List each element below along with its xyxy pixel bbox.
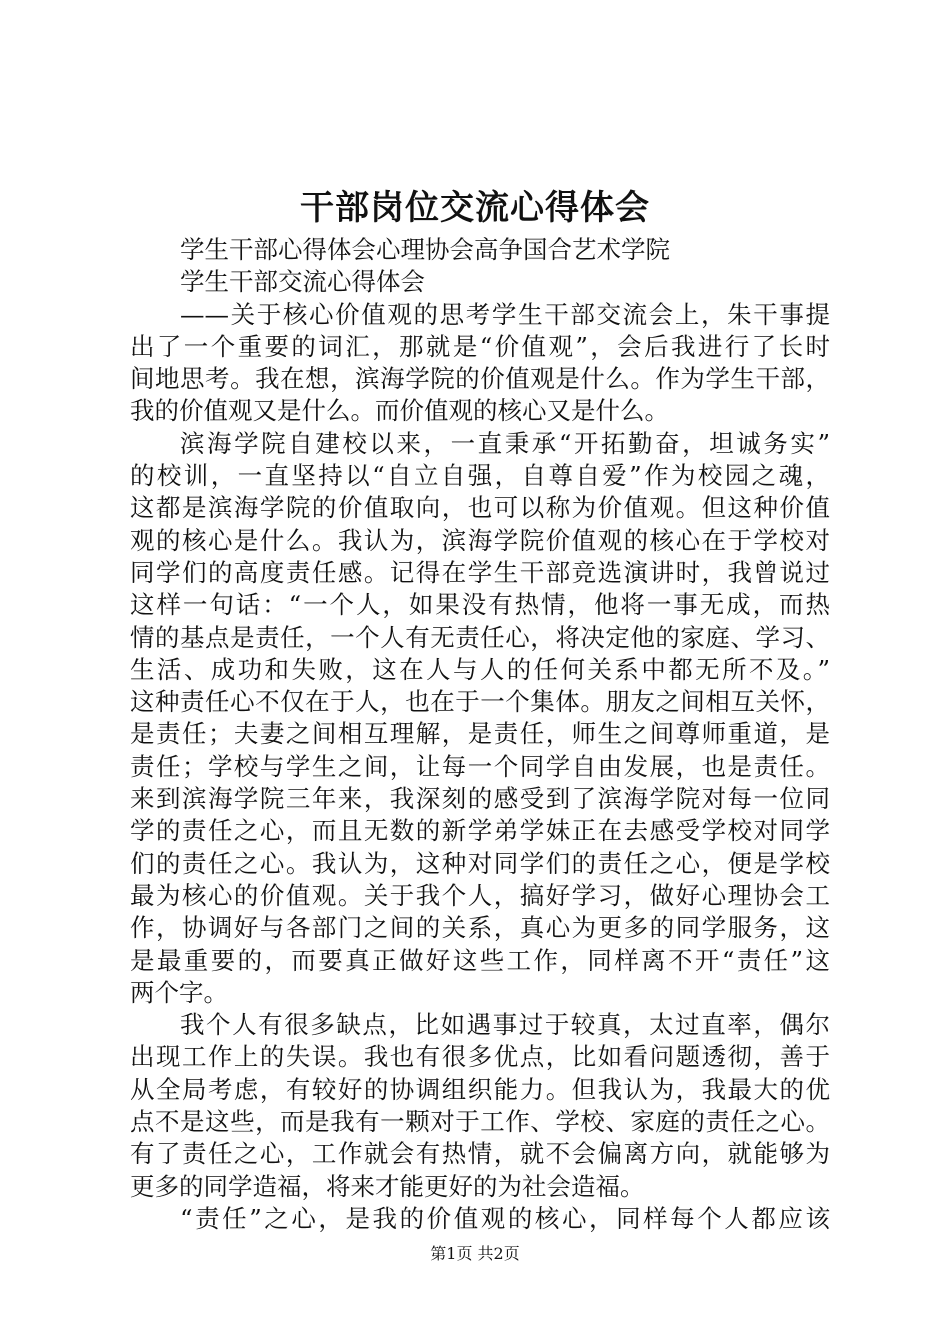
text-line: 责任；学校与学生之间，让每一个同学自由发展，也是责任。: [130, 751, 830, 781]
text-line: 出了一个重要的词汇，那就是“价值观”，会后我进行了长时: [130, 331, 830, 361]
text-line: 点不是这些，而是我有一颗对于工作、学校、家庭的责任之心。: [130, 1107, 830, 1137]
text-line: 作，协调好与各部门之间的关系，真心为更多的同学服务，这: [130, 913, 830, 943]
text-line: 学的责任之心，而且无数的新学弟学妹正在去感受学校对同学: [130, 816, 830, 846]
text-line: 滨海学院自建校以来，一直秉承“开拓勤奋，坦诚务实”: [180, 428, 830, 458]
text-line: 生活、成功和失败，这在人与人的任何关系中都无所不及。”: [130, 654, 830, 684]
page-footer: 第1页 共2页: [430, 1244, 520, 1263]
text-line: 间地思考。我在想，滨海学院的价值观是什么。作为学生干部，: [130, 364, 830, 394]
text-line: 学生干部心得体会心理协会高争国合艺术学院: [180, 235, 670, 264]
text-line: 两个字。: [130, 977, 228, 1007]
document-body: [130, 234, 830, 1235]
text-line: 学生干部交流心得体会: [180, 267, 425, 297]
text-line: 观的核心是什么。我认为，滨海学院价值观的核心在于学校对: [130, 525, 830, 555]
text-line: 这种责任心不仅在于人，也在于一个集体。朋友之间相互关怀，: [130, 687, 830, 717]
text-line: 我的价值观又是什么。而价值观的核心又是什么。: [130, 396, 669, 426]
text-line: 同学们的高度责任感。记得在学生干部竞选演讲时，我曾说过: [130, 557, 830, 587]
text-line: 们的责任之心。我认为，这种对同学们的责任之心，便是学校: [130, 848, 830, 878]
text-line: 这样一句话：“一个人，如果没有热情，他将一事无成，而热: [130, 590, 830, 620]
text-line: 最为核心的价值观。关于我个人，搞好学习，做好心理协会工: [130, 880, 830, 910]
text-line: 情的基点是责任，一个人有无责任心，将决定他的家庭、学习、: [130, 622, 830, 652]
text-line: 这都是滨海学院的价值取向，也可以称为价值观。但这种价值: [130, 493, 830, 523]
text-line: 从全局考虑，有较好的协调组织能力。但我认为，我最大的优: [130, 1074, 830, 1104]
text-line: 的校训，一直坚持以“自立自强，自尊自爱”作为校园之魂，: [130, 461, 830, 491]
text-line: 出现工作上的失误。我也有很多优点，比如看问题透彻，善于: [130, 1042, 830, 1072]
text-line: 我个人有很多缺点，比如遇事过于较真，太过直率，偶尔: [180, 1010, 830, 1040]
document-title: 干部岗位交流心得体会: [300, 188, 650, 228]
text-line: “责任”之心，是我的价值观的核心，同样每个人都应该: [180, 1203, 830, 1233]
text-line: 是最重要的，而要真正做好这些工作，同样离不开“责任”这: [130, 945, 830, 975]
text-line: ——关于核心价值观的思考学生干部交流会上，朱干事提: [180, 299, 830, 329]
text-line: 有了责任之心，工作就会有热情，就不会偏离方向，就能够为: [130, 1139, 830, 1169]
text-line: 是责任；夫妻之间相互理解，是责任，师生之间尊师重道，是: [130, 719, 830, 749]
text-line: 来到滨海学院三年来，我深刻的感受到了滨海学院对每一位同: [130, 784, 830, 814]
text-line: 更多的同学造福，将来才能更好的为社会造福。: [130, 1171, 645, 1201]
